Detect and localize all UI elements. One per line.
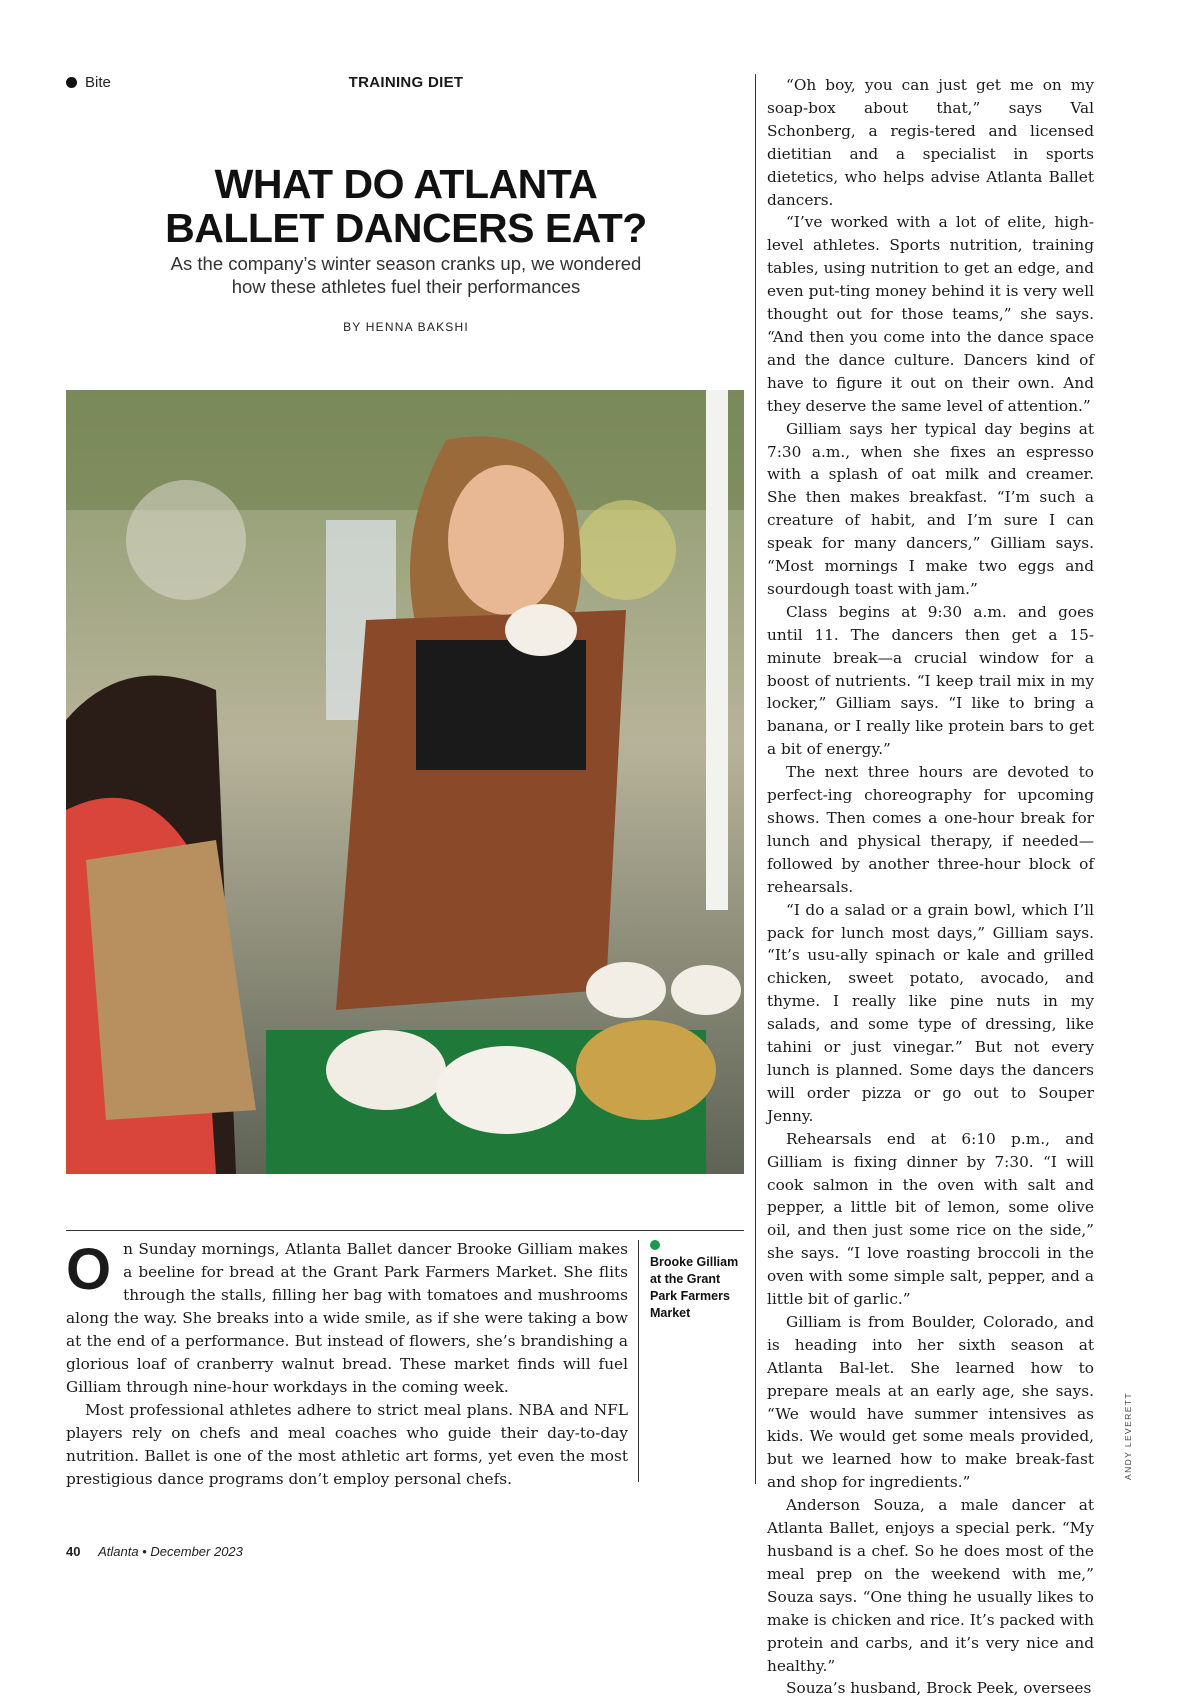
- section-label: Bite: [85, 74, 111, 91]
- dek: [110, 252, 702, 298]
- paragraph: “I’ve worked with a lot of elite, high-level athletes. Sports nutrition, training tables, using nutrition to get an edge, and even put-ting money behind it is very well thought out for those teams,” she says. “And then you come into the dance space and the dance culture. Dancers kind of have to figure it out on their own. And they deserve the same level of attention.”: [767, 213, 1094, 415]
- caption-bullet-icon: [650, 1240, 660, 1250]
- paragraph: “Oh boy, you can just get me on my soap-box about that,” says Val Schonberg, a regis-tered and licensed dietitian and a specialist in sports dietetics, who helps advise Atlanta Ballet dancers.: [767, 76, 1094, 209]
- body-right-column: [767, 74, 1094, 1700]
- paragraph: Class begins at 9:30 a.m. and goes until 11. The dancers then get a 15-minute break—a crucial window for a boost of nutrients. “I keep trail mix in my locker,” Gilliam says. “I like to bring a banana, or I really like protein bars to get a bit of energy.”: [767, 602, 1094, 759]
- caption-text: Brooke Gilliam at the Grant Park Farmers Market: [650, 1255, 739, 1320]
- page-number: 40: [66, 1544, 81, 1559]
- body-left-column: [66, 1238, 628, 1491]
- photo-credit: ANDY LEVERETT: [1123, 1392, 1133, 1480]
- divider-horizontal: [66, 1230, 744, 1231]
- photo-caption: [650, 1240, 750, 1322]
- paragraph: Rehearsals end at 6:10 p.m., and Gilliam is fixing dinner by 7:30. “I will cook salmon in the oven with salt and pepper, a little bit of lemon, some olive oil, and then just some rice on the side,” she says. “I love roasting broccoli in the oven with some simple salt, pepper, and a little bit of garlic.”: [767, 1129, 1094, 1309]
- magazine-name: Atlanta: [98, 1544, 139, 1559]
- dek-line-2: how these athletes fuel their performances: [231, 276, 581, 297]
- byline: BY HENNA BAKSHI: [343, 320, 469, 334]
- headline-line-2: BALLET DANCERS EAT?: [165, 205, 647, 251]
- paragraph: Gilliam says her typical day begins at 7:30 a.m., when she fixes an espresso with a splash of oat milk and creamer. She then makes breakfast. “I’m such a creature of habit, and I’m sure I can speak for many dancers,” Gilliam says. “Most mornings I make two eggs and sourdough toast with jam.”: [767, 419, 1094, 598]
- paragraph: Anderson Souza, a male dancer at Atlanta Ballet, enjoys a special perk. “My husband is a chef. So he does most of the meal prep on the weekend with me,” Souza says. “One thing he usually likes to make is chicken and rice. It’s packed with protein and carbs, and it’s very nice and healthy.”: [767, 1496, 1094, 1675]
- drop-cap: O: [66, 1237, 112, 1302]
- headline-line-1: WHAT DO ATLANTA: [214, 161, 598, 207]
- paragraph: Most professional athletes adhere to strict meal plans. NBA and NFL players rely on chefs and meal coaches who guide their day-to-day nutrition. Ballet is one of the most athletic art forms, yet even the most prestigious dance programs don’t employ personal chefs.: [66, 1401, 628, 1488]
- issue-date: December 2023: [150, 1544, 243, 1559]
- page-footer: [66, 1544, 243, 1559]
- divider-column: [755, 74, 756, 1484]
- article-photo: [66, 390, 744, 1174]
- kicker: TRAINING DIET: [348, 74, 464, 91]
- footer-separator: •: [142, 1544, 147, 1559]
- paragraph: [66, 1238, 628, 1399]
- paragraph-text: n Sunday mornings, Atlanta Ballet dancer Brooke Gilliam makes a beeline for bread at the Grant Park Farmers Market. She flits through the stalls, filling her bag with tomatoes and mushrooms along the way. She breaks into a wide smile, as if she were taking a bow at the end of a performance. But instead of flowers, she’s brandishing a glorious loaf of cranberry walnut bread. These market finds will fuel Gilliam through nine-hour workdays in the coming week.: [66, 1240, 628, 1396]
- dek-line-1: As the company’s winter season cranks up, we wondered: [170, 253, 642, 274]
- paragraph: “I do a salad or a grain bowl, which I’ll pack for lunch most days,” Gilliam says. “It’s usu-ally spinach or kale and grilled chicken, sweet potato, avocado, and thyme. I really like pine nuts in my salads, and some type of dressing, like tahini or just vinegar.” But not every lunch is planned. Some days the dancers will order pizza or go out to Souper Jenny.: [767, 900, 1094, 1125]
- divider-caption: [638, 1240, 639, 1482]
- paragraph: Gilliam is from Boulder, Colorado, and is heading into her sixth season at Atlanta Bal-let. She learned how to prepare meals at an early age, she says. “We would have summer intensives as kids. We would get some meals provided, but we learned how to make break-fast and shop for ingredients.”: [767, 1312, 1094, 1492]
- headline: [66, 162, 746, 250]
- paragraph: Souza’s husband, Brock Peek, oversees: [786, 1679, 1092, 1698]
- paragraph: The next three hours are devoted to perfect-ing choreography for upcoming shows. Then comes a one-hour break for lunch and physical therapy, if needed—followed by another three-hour block of rehearsals.: [767, 763, 1094, 896]
